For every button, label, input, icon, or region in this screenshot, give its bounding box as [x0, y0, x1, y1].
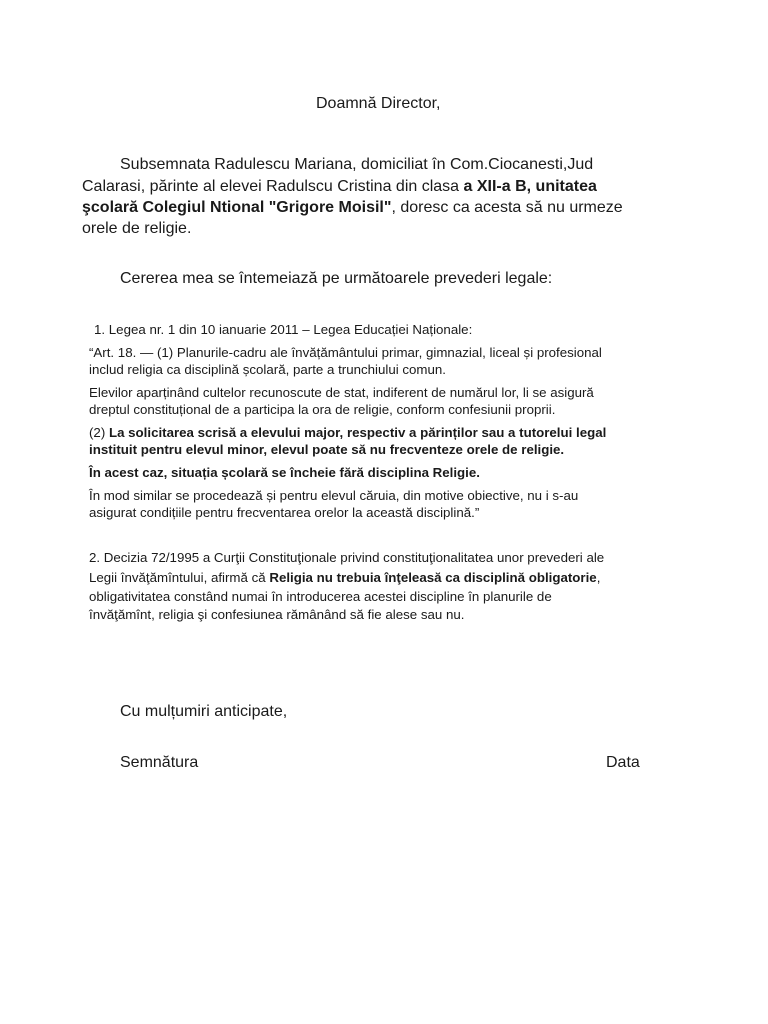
- art18-p3-line-1: (2) La solicitarea scrisă a elevului major, respectiv a părinților sau a tutorelui legal: [89, 425, 607, 440]
- art18-p2-line-1: Elevilor aparținând cultelor recunoscute de stat, indiferent de numărul lor, li se asigură: [89, 385, 594, 400]
- intro-line-4: orele de religie.: [82, 220, 192, 237]
- art18-p2-line-2: dreptul constituțional de a participa la ora de religie, conform confesiunii proprii.: [89, 402, 556, 417]
- intro-line-1: Subsemnata Radulescu Mariana, domiciliat în Com.Ciocanesti,Jud: [120, 156, 594, 173]
- art18-p5-line-1: În mod similar se procedează și pentru elevul căruia, din motive obiective, nu i s-au: [89, 488, 579, 503]
- art18-line-2: includ religia ca disciplină școlară, parte a trunchiului comun.: [89, 362, 446, 377]
- law-1-heading: 1. Legea nr. 1 din 10 ianuarie 2011 – Legea Educației Naționale:: [94, 322, 473, 337]
- intro-line-3: şcolară Colegiul Ntional "Grigore Moisil", doresc ca acesta să nu urmeze: [82, 199, 623, 216]
- art18-line-1: “Art. 18. — (1) Planurile-cadru ale învățământului primar, gimnazial, liceal și profesional: [89, 345, 602, 360]
- art18-p5-line-2: asigurat condițiile pentru frecventarea orelor la această disciplină.”: [89, 505, 480, 520]
- intro-line-2: Calarasi, părinte al elevei Radulscu Cristina din clasa a XII-a B, unitatea: [82, 178, 597, 195]
- date-label: Data: [606, 754, 640, 771]
- signature-label: Semnătura: [120, 754, 199, 771]
- salutation: Doamnă Director,: [316, 95, 441, 112]
- law-2-line-4: învăţămînt, religia şi confesiunea rămânând să fie alese sau nu.: [89, 607, 465, 622]
- law-2-line-2: Legii învăţămîntului, afirmă că Religia nu trebuia înţeleasă ca disciplină obligatorie,: [89, 570, 601, 585]
- legal-basis-heading: Cererea mea se întemeiază pe următoarele prevederi legale:: [120, 270, 553, 287]
- art18-p3-line-2: instituit pentru elevul minor, elevul poate să nu frecventeze orele de religie.: [89, 442, 565, 457]
- closing-line: Cu mulțumiri anticipate,: [120, 703, 288, 720]
- art18-p4: În acest caz, situația școlară se încheie fără disciplina Religie.: [89, 465, 480, 480]
- law-2-line-3: obligativitatea constând numai în introducerea acestei discipline în planurile de: [89, 589, 552, 604]
- law-2-line-1: 2. Decizia 72/1995 a Curţii Constituţionale privind constituţionalitatea unor prevederi ale: [89, 550, 605, 565]
